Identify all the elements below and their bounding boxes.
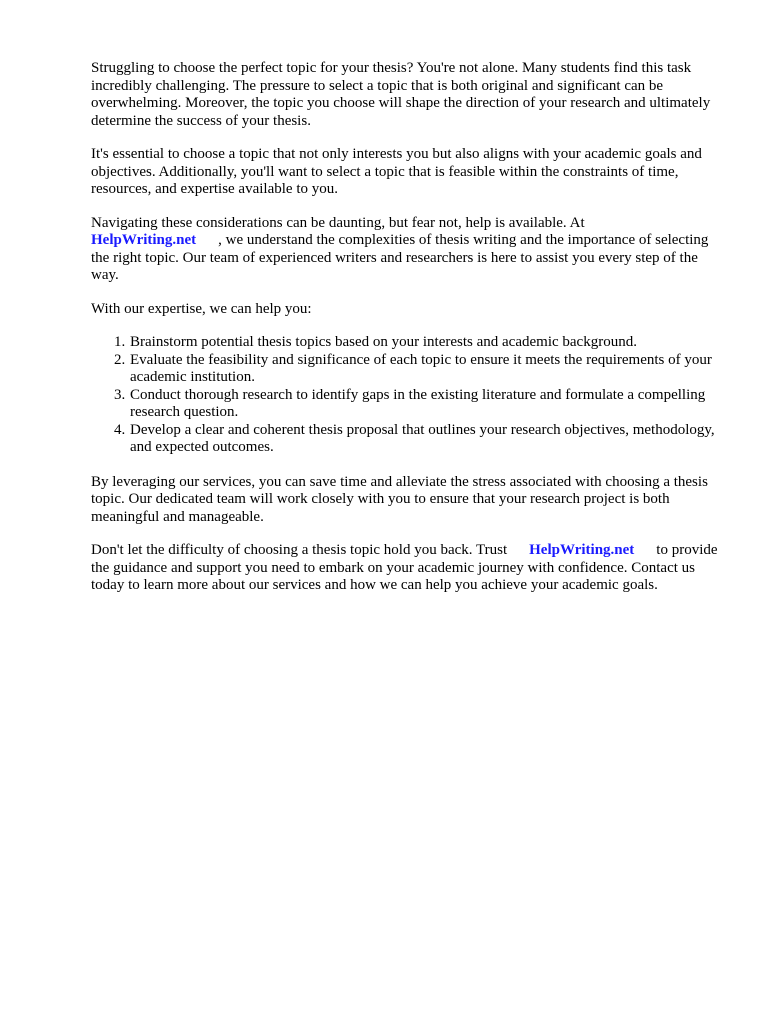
benefits-paragraph: By leveraging our services, you can save time and alleviate the stress associated with choosing a thesis topic. Our dedicated team will work closely with you to ensure that your research project is both meaningful and manageable. (91, 473, 708, 525)
helpwriting-link-1[interactable]: HelpWriting.net (91, 232, 197, 248)
list-item: 1. Brainstorm potential thesis topics based on your interests and academic background. (129, 334, 721, 352)
list-item: 2. Evaluate the feasibility and significance of each topic to ensure it meets the requirements of your academic institution. (129, 352, 721, 387)
help-available-text-start: Navigating these considerations can be daunting, but fear not, help is available. At (91, 214, 585, 231)
document-page (91, 60, 721, 611)
closing-paragraph (91, 542, 721, 595)
closing-text-end: to provide the guidance and support you need to embark on your academic journey with confidence. Contact us today to learn more about our services and how we can help you achieve your academic goals. (91, 542, 718, 593)
topic-criteria-paragraph: It's essential to choose a topic that not only interests you but also aligns with your academic goals and objectives. Additionally, you'll want to select a topic that is feasible within the constraints of time, resources, and expertise available to you. (91, 146, 702, 197)
services-list (91, 334, 721, 457)
help-available-paragraph (91, 215, 721, 285)
list-item: 3. Conduct thorough research to identify gaps in the existing literature and formulate a compelling research question. (129, 387, 721, 422)
intro-paragraph: Struggling to choose the perfect topic for your thesis? You're not alone. Many students find this task incredibly challenging. The pressure to select a topic that is both original and significant can be overwhelming. Moreover, the topic you choose will shape the direction of your research and ultimately determine the success of your thesis. (91, 60, 711, 129)
expertise-intro: With our expertise, we can help you: (91, 300, 312, 317)
help-available-text-end: , we understand the complexities of thesis writing and the importance of selecting the right topic. Our team of experienced writers and researchers is here to assist you every step of the way. (91, 232, 709, 283)
list-item: 4. Develop a clear and coherent thesis proposal that outlines your research objectives, methodology, and expected outcomes. (129, 422, 721, 457)
helpwriting-link-2[interactable]: HelpWriting.net (529, 542, 635, 558)
closing-text-start: Don't let the difficulty of choosing a thesis topic hold you back. Trust (91, 542, 508, 558)
